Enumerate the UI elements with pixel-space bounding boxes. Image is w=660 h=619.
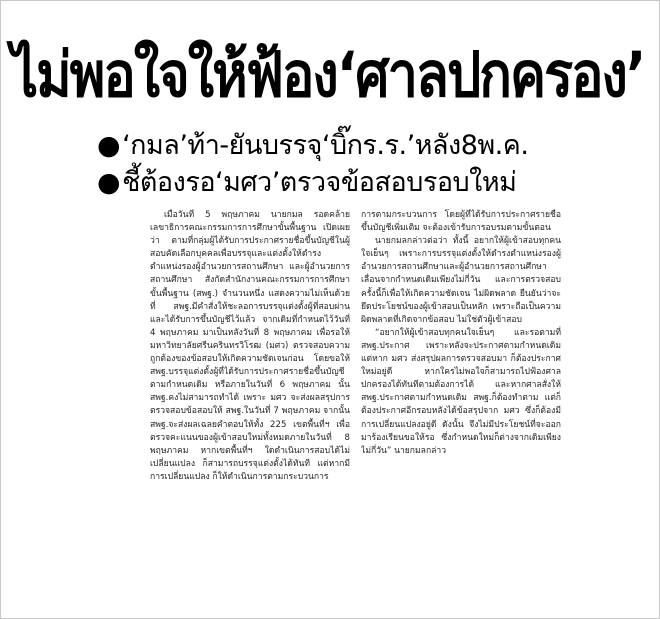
subheadline-1 xyxy=(97,129,657,163)
paragraph: การตามกระบวนการ โดยผู้ที่ได้รับการประกาศรายชื่อขึ้นบัญชีเพิ่มเติม จะต้องเข้ารับการอบรมตามขั้นตอน xyxy=(361,210,561,234)
bullet-icon: ● xyxy=(97,167,121,198)
article-column-left xyxy=(150,209,350,609)
subheadline-2 xyxy=(97,166,657,200)
subheadline-text: ‘กมล’ท้า-ยันบรรจุ‘บิ๊กร.ร.’หลัง8พ.ค. xyxy=(122,130,529,161)
bullet-icon: ● xyxy=(97,130,121,161)
article-column-right xyxy=(361,209,561,609)
paragraph: นายกมลกล่าวต่อว่า ทั้งนี้ อยากให้ผู้เข้าสอบทุกคนใจเย็นๆ เพราะการบรรจุแต่งตั้งให้ดำรงตำแหน่งรองผู้อำนวยการสถานศึกษาและผู้อำนวยการสถานศึกษา เลื่อนจากกำหนดเดิมเพียงไม่กี่วัน และการตรวจสอบครั้งนี้ก็เพื่อให้เกิดความชัดเจน ไม่ผิดพลาด ยืนยันว่าจะยึดประโยชน์ของผู้เข้าสอบเป็นหลัก เพราะถือเป็นความผิดพลาดที่เกิดจากข้อสอบ ไม่ใช่ตัวผู้เข้าสอบ xyxy=(361,236,561,325)
subheadline-text: ชี้ต้องรอ‘มศว’ตรวจข้อสอบรอบใหม่ xyxy=(122,167,517,198)
paragraph: “อยากให้ผู้เข้าสอบทุกคนใจเย็นๆ และรอตามที่ สพฐ.ประกาศ เพราะหลังจะประกาศตามกำหนดเดิม แต่หาก มศว ส่งสรุปผลการตรวจสอบมา ก็ต้องประกาศใหม่อยู่ดี หากใครไม่พอใจก็สามารถไปฟ้องศาลปกครองได้ทันทีตามต้องการได้ และหากศาลสั่งให้ สพฐ.ประกาศตามกำหนดเดิม สพฐ.ก็ต้องทำตาม แต่ก็ต้องประกาศอีกรอบหลังได้ข้อสรุปจาก มศว ซึ่งก็ต้องมีการเปลี่ยนแปลงอยู่ดี ดังนั้น จึงไม่มีประโยชน์ที่จะออกมาร้องเรียนขอให้รอ ซึ่งกำหนดใหม่ก็ต่างจากเดิมเพียงไม่กี่วัน” นายกมลกล่าว xyxy=(361,327,561,456)
headline: ไม่พอใจให้ฟ้อง‘ศาลปกครอง’ xyxy=(11,38,645,112)
paragraph: เมื่อวันที่ 5 พฤษภาคม นายกมล รอดคล้าย เลขาธิการคณะกรรมการการศึกษาขั้นพื้นฐาน เปิดเผยว่า ตามที่กลุ่มผู้ได้รับการประกาศรายชื่อขึ้นบัญชีในผู้สอบคัดเลือกบุคคลเพื่อบรรจุและแต่งตั้งให้ดำรงตำแหน่งรองผู้อำนวยการสถานศึกษา และผู้อำนวยการสถานศึกษา สังกัดสำนักงานคณะกรรมการการศึกษาขั้นพื้นฐาน (สพฐ.) จำนวนหนึ่ง แสดงความไม่เห็นด้วยที่ สพฐ.มีคำสั่งให้ชะลอการบรรจุแต่งตั้งผู้ที่สอบผ่านและได้รับการขึ้นบัญชีไว้แล้ว จากเดิมที่กำหนดไว้วันที่ 4 พฤษภาคม มาเป็นหลังวันที่ 8 พฤษภาคม เพื่อรอให้มหาวิทยาลัยศรีนครินทรวิโรฒ (มศว) ตรวจสอบความถูกต้องของข้อสอบให้เกิดความชัดเจนก่อน โดยขอให้ สพฐ.บรรจุแต่งตั้งผู้ที่ได้รับการประกาศรายชื่อขึ้นบัญชีตามกำหนดเดิม หรือภายในวันที่ 6 พฤษภาคม นั้น สพฐ.คงไม่สามารถทำได้ เพราะ มศว จะส่งผลสรุปการตรวจสอบข้อสอบให้ สพฐ.ในวันที่ 7 พฤษภาคม จากนั้น สพฐ.จะส่งผลเฉลยคำตอบให้ทั้ง 225 เขตพื้นที่ฯ เพื่อตรวจคะแนนของผู้เข้าสอบใหม่ทั้งหมดภายในวันที่ 8 พฤษภาคม หากเขตพื้นที่ฯ ใดดำเนินการสอบได้ไม่เปลี่ยนแปลง ก็สามารถบรรจุแต่งตั้งได้ทันที แต่หากมีการเปลี่ยนแปลง ก็ให้ดำเนินการตามกระบวนการ xyxy=(150,210,350,482)
